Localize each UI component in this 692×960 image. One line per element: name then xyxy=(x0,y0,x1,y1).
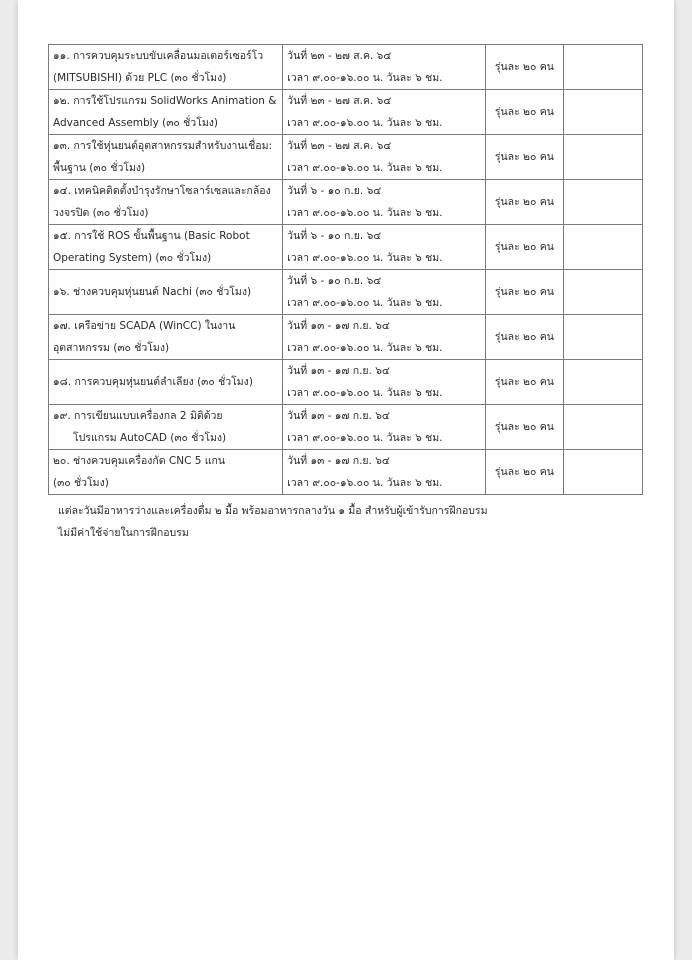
capacity-cell: รุ่นละ ๒๐ คน xyxy=(486,225,563,270)
capacity-cell: รุ่นละ ๒๐ คน xyxy=(486,405,563,450)
course-time: เวลา ๙.๐๐-๑๖.๐๐ น. วันละ ๖ ชม. xyxy=(287,207,443,219)
table-row xyxy=(49,405,643,450)
table-row xyxy=(49,45,643,90)
course-name-line1: ๑๘. การควบคุมหุ่นยนต์ลำเลียง (๓๐ ชั่วโมง) xyxy=(53,376,253,388)
course-date: วันที่ ๑๓ - ๑๗ ก.ย. ๖๔ xyxy=(287,365,390,377)
course-time: เวลา ๙.๐๐-๑๖.๐๐ น. วันละ ๖ ชม. xyxy=(287,477,443,489)
course-time: เวลา ๙.๐๐-๑๖.๐๐ น. วันละ ๖ ชม. xyxy=(287,162,443,174)
capacity-cell: รุ่นละ ๒๐ คน xyxy=(486,135,563,180)
empty-cell xyxy=(563,225,642,270)
table-row xyxy=(49,225,643,270)
empty-cell xyxy=(563,90,642,135)
table-row xyxy=(49,135,643,180)
empty-cell xyxy=(563,45,642,90)
course-date: วันที่ ๖ - ๑๐ ก.ย. ๖๔ xyxy=(287,230,382,242)
course-time: เวลา ๙.๐๐-๑๖.๐๐ น. วันละ ๖ ชม. xyxy=(287,297,443,309)
course-name-line2: Operating System) (๓๐ ชั่วโมง) xyxy=(53,252,212,264)
date-cell xyxy=(283,45,486,90)
schedule-body xyxy=(49,45,643,495)
date-cell xyxy=(283,405,486,450)
course-name-line1: ๑๗. เครือข่าย SCADA (WinCC) ในงาน xyxy=(53,320,236,332)
empty-cell xyxy=(563,135,642,180)
notes xyxy=(58,500,488,544)
course-name-line1: ๑๖. ช่างควบคุมหุ่นยนต์ Nachi (๓๐ ชั่วโมง) xyxy=(53,286,252,298)
empty-cell xyxy=(563,180,642,225)
training-schedule-table xyxy=(48,44,643,495)
course-date: วันที่ ๖ - ๑๐ ก.ย. ๖๔ xyxy=(287,275,382,287)
capacity-cell: รุ่นละ ๒๐ คน xyxy=(486,360,563,405)
empty-cell xyxy=(563,450,642,495)
course-name-line1: ๑๔. เทคนิคติดตั้งบำรุงรักษาโซลาร์เซลและกล้อง xyxy=(53,185,271,197)
capacity-cell: รุ่นละ ๒๐ คน xyxy=(486,315,563,360)
course-name-line2: (MITSUBISHI) ด้วย PLC (๓๐ ชั่วโมง) xyxy=(53,72,227,84)
course-name-line1: ๑๙. การเขียนแบบเครื่องกล 2 มิติด้วย xyxy=(53,410,223,422)
table-row xyxy=(49,90,643,135)
course-time: เวลา ๙.๐๐-๑๖.๐๐ น. วันละ ๖ ชม. xyxy=(287,117,443,129)
course-cell xyxy=(49,405,283,450)
course-name-line2: โปรแกรม AutoCAD (๓๐ ชั่วโมง) xyxy=(73,432,227,444)
course-cell xyxy=(49,360,283,405)
course-name-line1: ๑๕. การใช้ ROS ขั้นพื้นฐาน (Basic Robot xyxy=(53,230,250,242)
empty-cell xyxy=(563,360,642,405)
course-name-line1: ๒๐. ช่างควบคุมเครื่องกัด CNC 5 แกน xyxy=(53,455,226,467)
course-cell xyxy=(49,90,283,135)
date-cell xyxy=(283,450,486,495)
course-name-line2: (๓๐ ชั่วโมง) xyxy=(53,477,109,489)
date-cell xyxy=(283,315,486,360)
document-page xyxy=(18,0,674,960)
empty-cell xyxy=(563,270,642,315)
course-date: วันที่ ๑๓ - ๑๗ ก.ย. ๖๔ xyxy=(287,320,390,332)
course-cell xyxy=(49,270,283,315)
course-name-line2: พื้นฐาน (๓๐ ชั่วโมง) xyxy=(53,162,146,174)
table-row xyxy=(49,315,643,360)
course-cell xyxy=(49,315,283,360)
date-cell xyxy=(283,180,486,225)
course-time: เวลา ๙.๐๐-๑๖.๐๐ น. วันละ ๖ ชม. xyxy=(287,387,443,399)
date-cell xyxy=(283,360,486,405)
course-time: เวลา ๙.๐๐-๑๖.๐๐ น. วันละ ๖ ชม. xyxy=(287,252,443,264)
capacity-cell: รุ่นละ ๒๐ คน xyxy=(486,270,563,315)
capacity-cell: รุ่นละ ๒๐ คน xyxy=(486,180,563,225)
course-time: เวลา ๙.๐๐-๑๖.๐๐ น. วันละ ๖ ชม. xyxy=(287,342,443,354)
course-name-line2: วงจรปิด (๓๐ ชั่วโมง) xyxy=(53,207,149,219)
course-time: เวลา ๙.๐๐-๑๖.๐๐ น. วันละ ๖ ชม. xyxy=(287,72,443,84)
note-meals: แต่ละวันมีอาหารว่างและเครื่องดื่ม ๒ มื้อ พร้อมอาหารกลางวัน ๑ มื้อ สำหรับผู้เข้ารับการฝึกอบรม xyxy=(58,505,488,517)
capacity-cell: รุ่นละ ๒๐ คน xyxy=(486,45,563,90)
date-cell xyxy=(283,225,486,270)
course-name-line2: อุตสาหกรรม (๓๐ ชั่วโมง) xyxy=(53,342,170,354)
date-cell xyxy=(283,135,486,180)
capacity-cell: รุ่นละ ๒๐ คน xyxy=(486,90,563,135)
table-row xyxy=(49,450,643,495)
course-cell xyxy=(49,45,283,90)
course-date: วันที่ ๑๓ - ๑๗ ก.ย. ๖๔ xyxy=(287,410,390,422)
table-row xyxy=(49,270,643,315)
course-cell xyxy=(49,225,283,270)
date-cell xyxy=(283,270,486,315)
table-row xyxy=(49,360,643,405)
course-name-line2: Advanced Assembly (๓๐ ชั่วโมง) xyxy=(53,117,218,129)
course-cell xyxy=(49,450,283,495)
course-date: วันที่ ๑๓ - ๑๗ ก.ย. ๖๔ xyxy=(287,455,390,467)
course-cell xyxy=(49,135,283,180)
course-name-line1: ๑๑. การควบคุมระบบขับเคลื่อนมอเตอร์เซอร์โว xyxy=(53,50,264,62)
course-name-line1: ๑๓. การใช้หุ่นยนต์อุตสาหกรรมสำหรับงานเชื่อม: xyxy=(53,140,273,152)
capacity-cell: รุ่นละ ๒๐ คน xyxy=(486,450,563,495)
note-free-of-charge: ไม่มีค่าใช้จ่ายในการฝึกอบรม xyxy=(58,527,189,539)
empty-cell xyxy=(563,405,642,450)
course-date: วันที่ ๒๓ - ๒๗ ส.ค. ๖๔ xyxy=(287,95,392,107)
course-date: วันที่ ๖ - ๑๐ ก.ย. ๖๔ xyxy=(287,185,382,197)
course-name-line1: ๑๒. การใช้โปรแกรม SolidWorks Animation & xyxy=(53,95,277,107)
table-row xyxy=(49,180,643,225)
course-cell xyxy=(49,180,283,225)
course-time: เวลา ๙.๐๐-๑๖.๐๐ น. วันละ ๖ ชม. xyxy=(287,432,443,444)
course-date: วันที่ ๒๓ - ๒๗ ส.ค. ๖๔ xyxy=(287,140,392,152)
empty-cell xyxy=(563,315,642,360)
date-cell xyxy=(283,90,486,135)
course-date: วันที่ ๒๓ - ๒๗ ส.ค. ๖๔ xyxy=(287,50,392,62)
